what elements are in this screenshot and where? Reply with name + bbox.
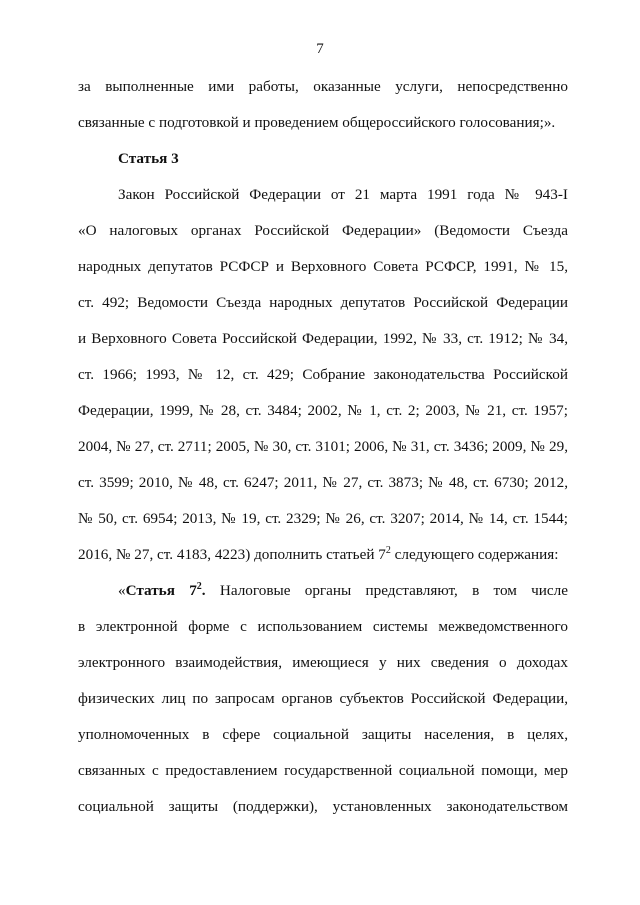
article-text-line: в электронной форме с использованием системы межведомственного	[78, 618, 568, 635]
article-text-line: электронного взаимодействия, имеющиеся у них сведения о доходах	[78, 654, 568, 671]
superscript: 2	[196, 581, 202, 592]
article-text-line: № 50, ст. 6954; 2013, № 19, ст. 2329; № 26, ст. 3207; 2014, № 14, ст. 1544;	[78, 510, 568, 527]
article-text-line: уполномоченных в сфере социальной защиты населения, в целях,	[78, 726, 568, 743]
article-text-line: и Верховного Совета Российской Федерации, 1992, № 33, ст. 1912; № 34,	[78, 330, 568, 347]
article-text-line: связанных с предоставлением государственной социальной помощи, мер	[78, 762, 568, 779]
open-quote: «	[118, 582, 126, 599]
article-text-line: 2004, № 27, ст. 2711; 2005, № 30, ст. 3101; 2006, № 31, ст. 3436; 2009, № 29,	[78, 438, 568, 455]
article-text-fragment: Налоговые органы представляют, в том числе	[205, 582, 568, 599]
article-text-fragment: следующего содержания:	[390, 546, 559, 563]
article-text-line: ст. 1966; 1993, № 12, ст. 429; Собрание законодательства Российской	[78, 366, 568, 383]
article-heading: Статья 3	[118, 150, 179, 167]
article-text-line: Закон Российской Федерации от 21 марта 1991 года № 943-I	[118, 186, 568, 203]
article-7-2-first-line	[118, 582, 568, 600]
continuation-line: за выполненные ими работы, оказанные услуги, непосредственно	[78, 78, 568, 95]
article-text-fragment: 2016, № 27, ст. 4183, 4223) дополнить статьей 7	[78, 546, 386, 563]
article-7-2-label: Статья 7	[125, 582, 197, 599]
article-text-line: Федерации, 1999, № 28, ст. 3484; 2002, № 1, ст. 2; 2003, № 21, ст. 1957;	[78, 402, 568, 419]
article-text-line	[78, 546, 568, 564]
article-text-line: ст. 492; Ведомости Съезда народных депутатов Российской Федерации	[78, 294, 568, 311]
page-number: 7	[316, 41, 324, 57]
superscript: 2	[385, 545, 391, 556]
article-text-line: социальной защиты (поддержки), установленных законодательством	[78, 798, 568, 815]
continuation-line: связанные с подготовкой и проведением общероссийского голосования;».	[78, 114, 556, 131]
article-text-line: физических лиц по запросам органов субъектов Российской Федерации,	[78, 690, 568, 707]
label-dot: .	[201, 582, 206, 599]
article-text-line: народных депутатов РСФСР и Верховного Совета РСФСР, 1991, № 15,	[78, 258, 568, 275]
article-text-line: ст. 3599; 2010, № 48, ст. 6247; 2011, № 27, ст. 3873; № 48, ст. 6730; 2012,	[78, 474, 568, 491]
article-text-line: «О налоговых органах Российской Федерации» (Ведомости Съезда	[78, 222, 568, 239]
